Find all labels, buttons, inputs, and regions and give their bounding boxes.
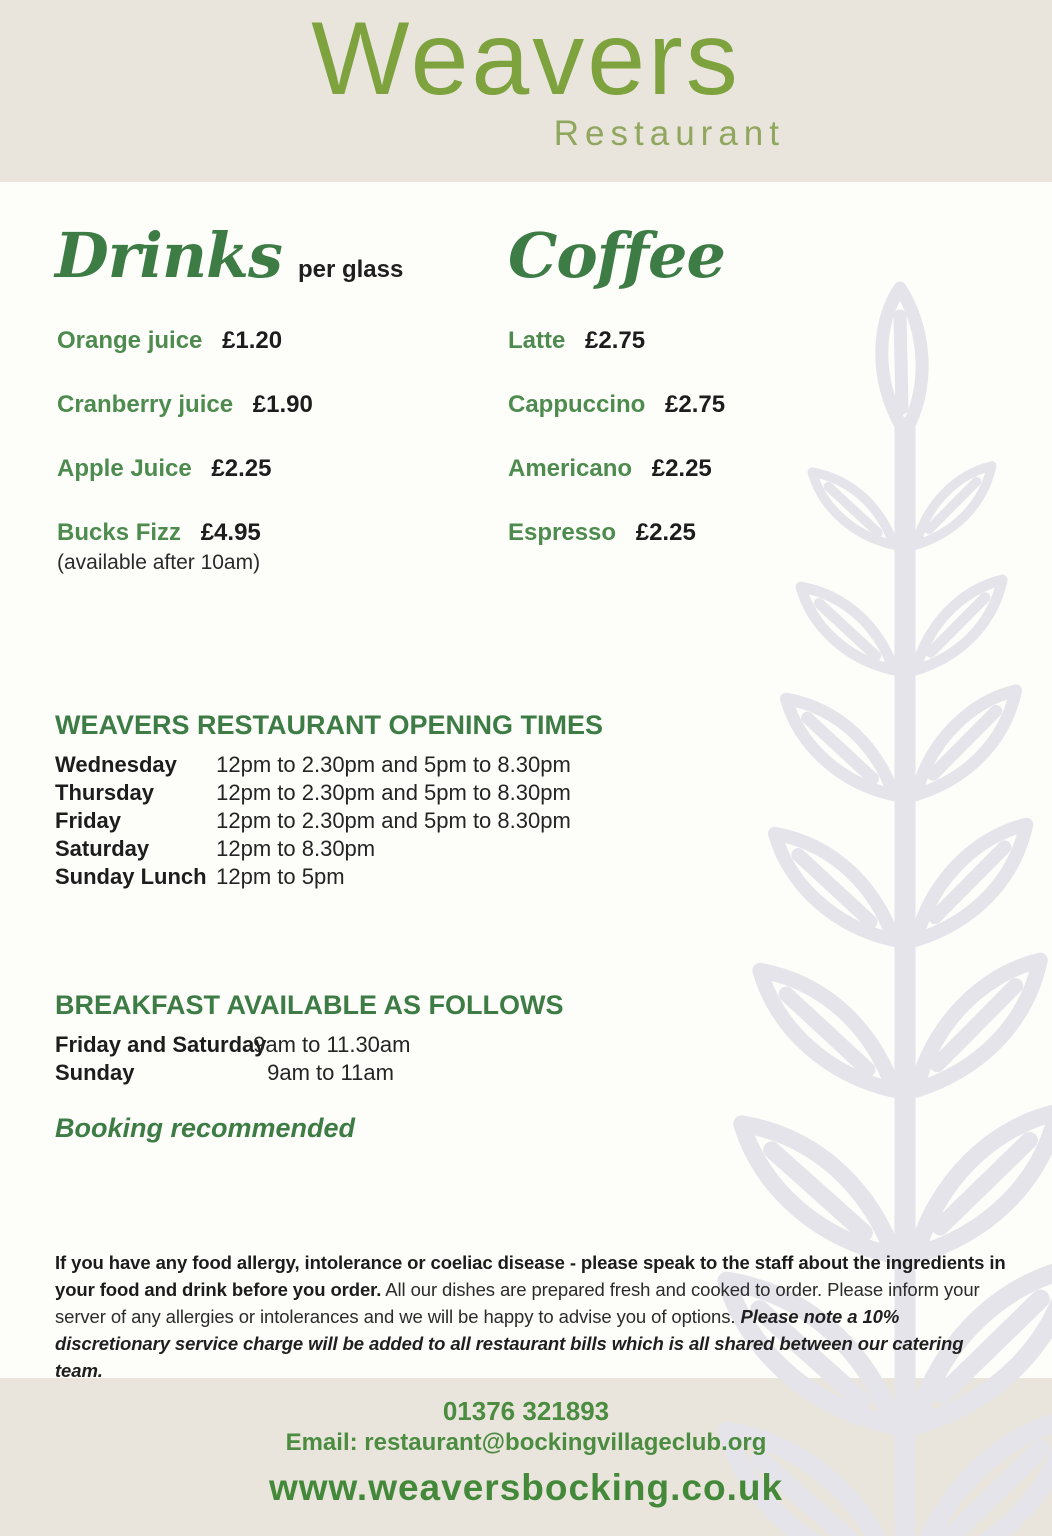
hours-value: 12pm to 2.30pm and 5pm to 8.30pm [216,808,571,833]
item-price: £4.95 [200,519,261,546]
day-label: Thursday [55,780,155,805]
booking-recommended-note: Booking recommended [55,1113,356,1143]
drinks-heading: Drinks [55,219,282,292]
allergy-notice [55,1249,1007,1384]
day-label: Sunday Lunch [55,864,207,889]
item-name: Espresso [508,519,617,546]
brand-header [261,0,791,154]
item-price: £1.20 [222,327,283,354]
hours-value: 12pm to 2.30pm and 5pm to 8.30pm [216,752,571,777]
item-price: £2.25 [651,455,712,482]
breakfast-row-sunday [55,1059,563,1087]
brand-logo: Weavers [311,1,741,117]
website-url: www.weaversbocking.co.uk [268,1467,784,1508]
item-price: £2.25 [635,519,696,546]
hours-value: 12pm to 5pm [216,864,345,889]
item-name: Cranberry juice [57,391,234,418]
item-name: Cappuccino [508,391,646,418]
brand-subtitle: Restaurant [553,114,785,154]
item-name: Apple Juice [57,455,192,482]
opening-row-thursday [55,779,603,807]
phone-number: 01376 321893 [442,1396,610,1426]
breakfast-row-friday-saturday [55,1031,563,1059]
day-label: Sunday [55,1060,135,1085]
breakfast-heading: BREAKFAST AVAILABLE AS FOLLOWS [55,990,564,1020]
item-price: £2.25 [211,455,272,482]
drinks-list [57,326,313,576]
hours-value: 9am to 11.30am [253,1032,411,1057]
item-price: £2.75 [665,391,726,418]
email-address: Email: restaurant@bockingvillageclub.org [285,1429,767,1456]
menu-item-cranberry-juice [57,390,313,420]
menu-item-cappuccino [508,390,725,420]
menu-item-latte [508,326,725,356]
menu-item-apple-juice [57,454,313,484]
coffee-heading-row [508,219,725,292]
bucks-fizz-availability-note: (available after 10am) [57,551,261,574]
drinks-unit-note: per glass [297,256,404,283]
drinks-heading-row [55,219,404,292]
item-name: Americano [508,455,633,482]
menu-item-espresso [508,518,725,548]
day-label: Saturday [55,836,150,861]
menu-item-bucks-fizz [57,518,313,548]
opening-times-heading: WEAVERS RESTAURANT OPENING TIMES [55,710,604,740]
item-name: Latte [508,327,566,354]
opening-row-saturday [55,835,603,863]
day-label: Friday and Saturday [55,1032,267,1057]
service-charge-note: Please note a 10% discretionary service charge will be added to all restaurant bills which is all shared between our catering team. [55,1306,964,1381]
day-label: Friday [55,808,122,833]
opening-row-wednesday [55,751,603,779]
allergy-bold-lead: If you have any food allergy, intolerance or coeliac disease - please speak to the staff about the ingredients in your food and drink before you order. [55,1252,1006,1300]
menu-item-orange-juice [57,326,313,356]
day-label: Wednesday [55,752,177,777]
item-price: £1.90 [252,391,313,418]
item-name: Bucks Fizz [57,519,182,546]
opening-row-sunday-lunch [55,863,603,891]
menu-item-americano [508,454,725,484]
hours-value: 9am to 11am [267,1060,394,1085]
item-price: £2.75 [585,327,646,354]
hours-value: 12pm to 8.30pm [216,836,376,861]
opening-row-friday [55,807,603,835]
hours-value: 12pm to 2.30pm and 5pm to 8.30pm [216,780,571,805]
item-name: Orange juice [57,327,203,354]
opening-times-section [55,710,603,891]
breakfast-section [55,990,563,1144]
coffee-list [508,326,725,582]
footer-contact [0,1396,1052,1510]
allergy-body: All our dishes are prepared fresh and cooked to order. Please inform your server of any allergies or intolerances and we will be happy to advise you of options. [55,1279,980,1327]
coffee-heading: Coffee [508,219,725,292]
